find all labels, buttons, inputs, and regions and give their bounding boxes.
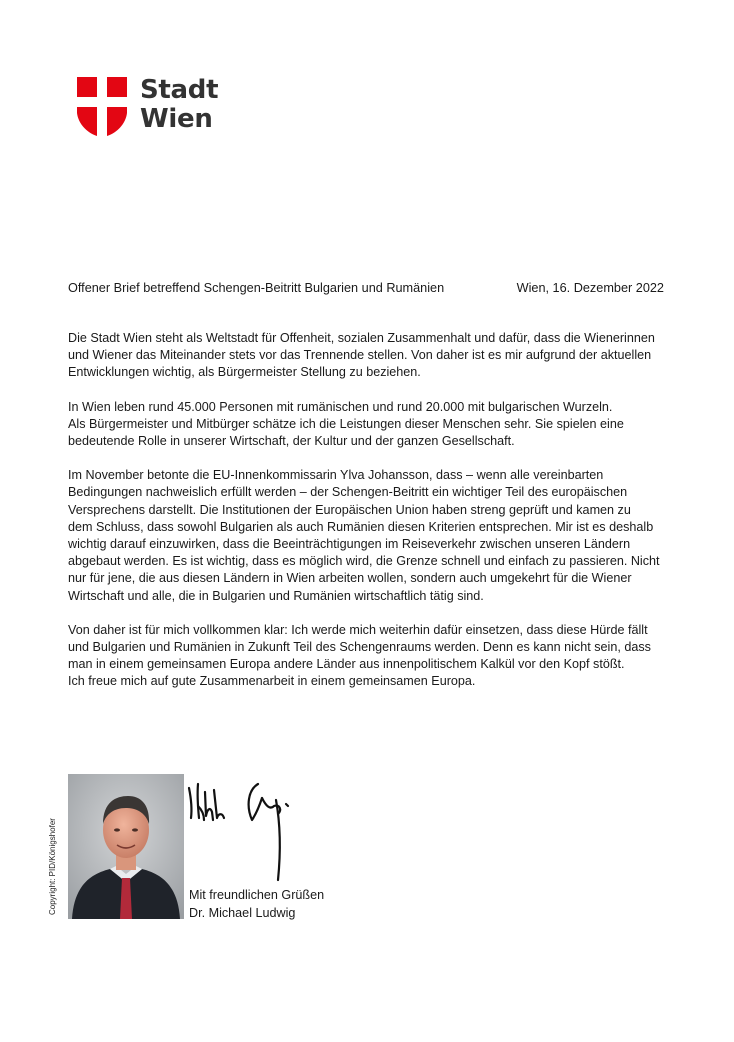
letter-date: Wien, 16. Dezember 2022	[516, 281, 664, 295]
text-line: dem Schluss, dass sowohl Bulgarien als auch Rumänien diesen Kriterien entsprechen. Mir ist es deshalb	[68, 519, 654, 534]
text-line: bedeutende Rolle in unserer Wirtschaft, der Kultur und der ganzen Gesellschaft.	[68, 434, 515, 449]
text-line: abgebaut werden. Es ist wichtig, dass es möglich wird, die Grenze schnell und einfach zu passieren. Nicht	[68, 554, 660, 569]
paragraph-4	[68, 622, 678, 691]
text-line: Von daher ist für mich vollkommen klar: Ich werde mich weiterhin dafür einsetzen, dass diese Hürde fällt	[68, 622, 648, 637]
signatory-name: Dr. Michael Ludwig	[189, 905, 296, 920]
text-line: Die Stadt Wien steht als Weltstadt für Offenheit, sozialen Zusammenhalt und dafür, dass die Wienerinnen	[68, 331, 655, 345]
letter-subject: Offener Brief betreffend Schengen-Beitritt Bulgarien und Rumänien	[68, 281, 445, 295]
logo-line2: Wien	[140, 104, 213, 134]
text-line: man in einem gemeinsamen Europa andere Länder aus innenpolitischem Kalkül vor den Kopf stößt.	[68, 657, 625, 672]
text-line: Bedingungen nachweislich erfüllt werden – der Schengen-Beitritt ein wichtiger Teil des europäischen	[68, 485, 628, 500]
wien-shield-icon	[77, 77, 127, 136]
closing-greeting: Mit freundlichen Grüßen	[189, 888, 325, 902]
text-line: Ich freue mich auf gute Zusammenarbeit in einem gemeinsamen Europa.	[68, 674, 476, 689]
portrait-image	[68, 774, 184, 919]
text-line: und Bulgarien und Rumänien in Zukunft Teil des Schengenraums werden. Denn es kann nicht sein, dass	[68, 640, 651, 655]
text-line: Wirtschaft und alle, die in Bulgarien und Rumänien wirtschaftlich tätig sind.	[68, 588, 484, 603]
portrait-photo	[68, 774, 184, 919]
text-line: Im November betonte die EU-Innenkommissarin Ylva Johansson, dass – wenn alle vereinbarten	[68, 468, 604, 483]
letter-body	[68, 330, 678, 708]
handwritten-signature	[186, 776, 296, 884]
text-line: Als Bürgermeister und Mitbürger schätze ich die Leistungen dieser Menschen sehr. Sie spielen eine	[68, 416, 624, 431]
stadt-wien-logo	[77, 77, 237, 139]
text-line: Versprechens darstellt. Die Institutionen der Europäischen Union haben streng geprüft und kamen zu	[68, 502, 631, 517]
logo-wordmark	[140, 76, 218, 134]
text-line: nur für jene, die aus diesen Ländern in Wien arbeiten wollen, sondern auch umgekehrt für die Wiener	[68, 571, 632, 586]
text-line: Entwicklungen wichtig, als Bürgermeister Stellung zu beziehen.	[68, 365, 421, 380]
logo-line1: Stadt	[140, 75, 219, 105]
text-line: In Wien leben rund 45.000 Personen mit rumänischen und rund 20.000 mit bulgarischen Wurzeln.	[68, 399, 613, 414]
paragraph-1	[68, 330, 678, 382]
paragraph-2	[68, 399, 678, 451]
text-line: und Wiener das Miteinander stets vor das Trennende stellen. Von daher ist es mir aufgrund der aktuellen	[68, 348, 652, 363]
text-line: wichtig darauf einzuwirken, dass die Beeinträchtigungen im Reiseverkehr zwischen unseren Ländern	[68, 537, 631, 552]
letter-closing	[189, 887, 324, 922]
photo-copyright: Copyright: PID/Königshofer	[48, 818, 57, 915]
paragraph-3	[68, 467, 678, 605]
